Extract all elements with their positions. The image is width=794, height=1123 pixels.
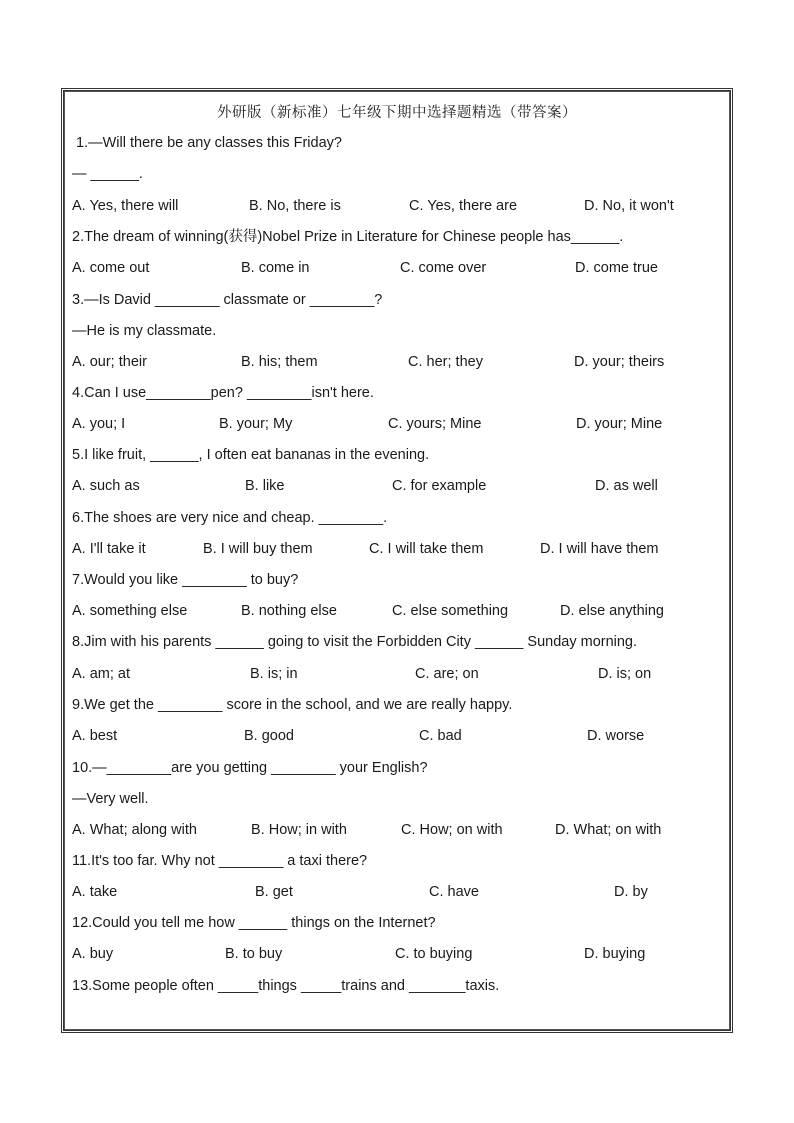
answer-option: A. buy bbox=[72, 946, 114, 962]
answer-option: C. to buying bbox=[395, 946, 473, 962]
answer-option: B. like bbox=[245, 478, 285, 494]
answer-option: C. I will take them bbox=[369, 541, 484, 557]
answer-option: C. How; on with bbox=[401, 822, 503, 838]
answer-option: D. by bbox=[614, 884, 648, 900]
question-line: 9.We get the ________ score in the school, and we are really happy. bbox=[72, 697, 513, 713]
answer-option: D. No, it won't bbox=[584, 198, 674, 214]
answer-option: C. her; they bbox=[408, 354, 483, 370]
answer-option: A. am; at bbox=[72, 666, 131, 682]
question-line: —Very well. bbox=[72, 791, 149, 807]
answer-option: B. nothing else bbox=[241, 603, 337, 619]
question-line: 11.It's too far. Why not ________ a taxi there? bbox=[72, 853, 368, 869]
answer-option: D. your; Mine bbox=[576, 416, 663, 432]
answer-option: D. I will have them bbox=[540, 541, 659, 557]
answer-option: B. I will buy them bbox=[203, 541, 313, 557]
answer-option: D. is; on bbox=[598, 666, 652, 682]
question-line: — ______. bbox=[72, 166, 143, 182]
answer-option: C. Yes, there are bbox=[409, 198, 518, 214]
answer-option: A. something else bbox=[72, 603, 188, 619]
answer-option: A. take bbox=[72, 884, 118, 900]
answer-option: B. good bbox=[244, 728, 294, 744]
answer-option: C. yours; Mine bbox=[388, 416, 482, 432]
answer-option: B. to buy bbox=[225, 946, 283, 962]
answer-option: B. No, there is bbox=[249, 198, 341, 214]
question-line: 3.—Is David ________ classmate or ________? bbox=[72, 292, 383, 308]
answer-option: B. your; My bbox=[219, 416, 293, 432]
question-line: 8.Jim with his parents ______ going to visit the Forbidden City ______ Sunday morning. bbox=[72, 634, 638, 650]
answer-option: D. What; on with bbox=[555, 822, 662, 838]
question-line: —He is my classmate. bbox=[72, 323, 217, 339]
question-line: 5.I like fruit, ______, I often eat bananas in the evening. bbox=[72, 447, 430, 463]
answer-option: D. come true bbox=[575, 260, 658, 276]
question-line: 2.The dream of winning(获得)Nobel Prize in Literature for Chinese people has______. bbox=[72, 229, 624, 245]
answer-option: A. What; along with bbox=[72, 822, 197, 838]
question-line: 4.Can I use________pen? ________isn't here. bbox=[72, 385, 374, 401]
answer-option: C. bad bbox=[419, 728, 462, 744]
answer-option: B. his; them bbox=[241, 354, 318, 370]
answer-option: A. come out bbox=[72, 260, 150, 276]
answer-option: B. come in bbox=[241, 260, 310, 276]
answer-option: B. is; in bbox=[250, 666, 298, 682]
question-line: 10.—________are you getting ________ your English? bbox=[72, 760, 428, 776]
answer-option: A. best bbox=[72, 728, 118, 744]
answer-option: A. you; I bbox=[72, 416, 126, 432]
answer-option: C. have bbox=[429, 884, 479, 900]
answer-option: C. for example bbox=[392, 478, 487, 494]
answer-option: D. worse bbox=[587, 728, 645, 744]
answer-option: A. I'll take it bbox=[72, 541, 146, 557]
answer-option: D. as well bbox=[595, 478, 658, 494]
answer-option: A. such as bbox=[72, 478, 140, 494]
answer-option: A. Yes, there will bbox=[72, 198, 179, 214]
answer-option: A. our; their bbox=[72, 354, 147, 370]
answer-option: C. come over bbox=[400, 260, 487, 276]
answer-option: D. buying bbox=[584, 946, 646, 962]
answer-option: B. How; in with bbox=[251, 822, 347, 838]
answer-option: C. else something bbox=[392, 603, 509, 619]
question-line: 7.Would you like ________ to buy? bbox=[72, 572, 299, 588]
question-line: 1.—Will there be any classes this Friday? bbox=[72, 135, 342, 151]
question-line: 6.The shoes are very nice and cheap. ________. bbox=[72, 510, 388, 526]
answer-option: B. get bbox=[255, 884, 293, 900]
answer-option: D. your; theirs bbox=[574, 354, 665, 370]
question-line: 12.Could you tell me how ______ things on the Internet? bbox=[72, 915, 436, 931]
answer-option: C. are; on bbox=[415, 666, 479, 682]
page-title: 外研版（新标准）七年级下期中选择题精选（带答案） bbox=[217, 105, 577, 121]
question-line: 13.Some people often _____things _____trains and _______taxis. bbox=[72, 978, 500, 994]
answer-option: D. else anything bbox=[560, 603, 664, 619]
